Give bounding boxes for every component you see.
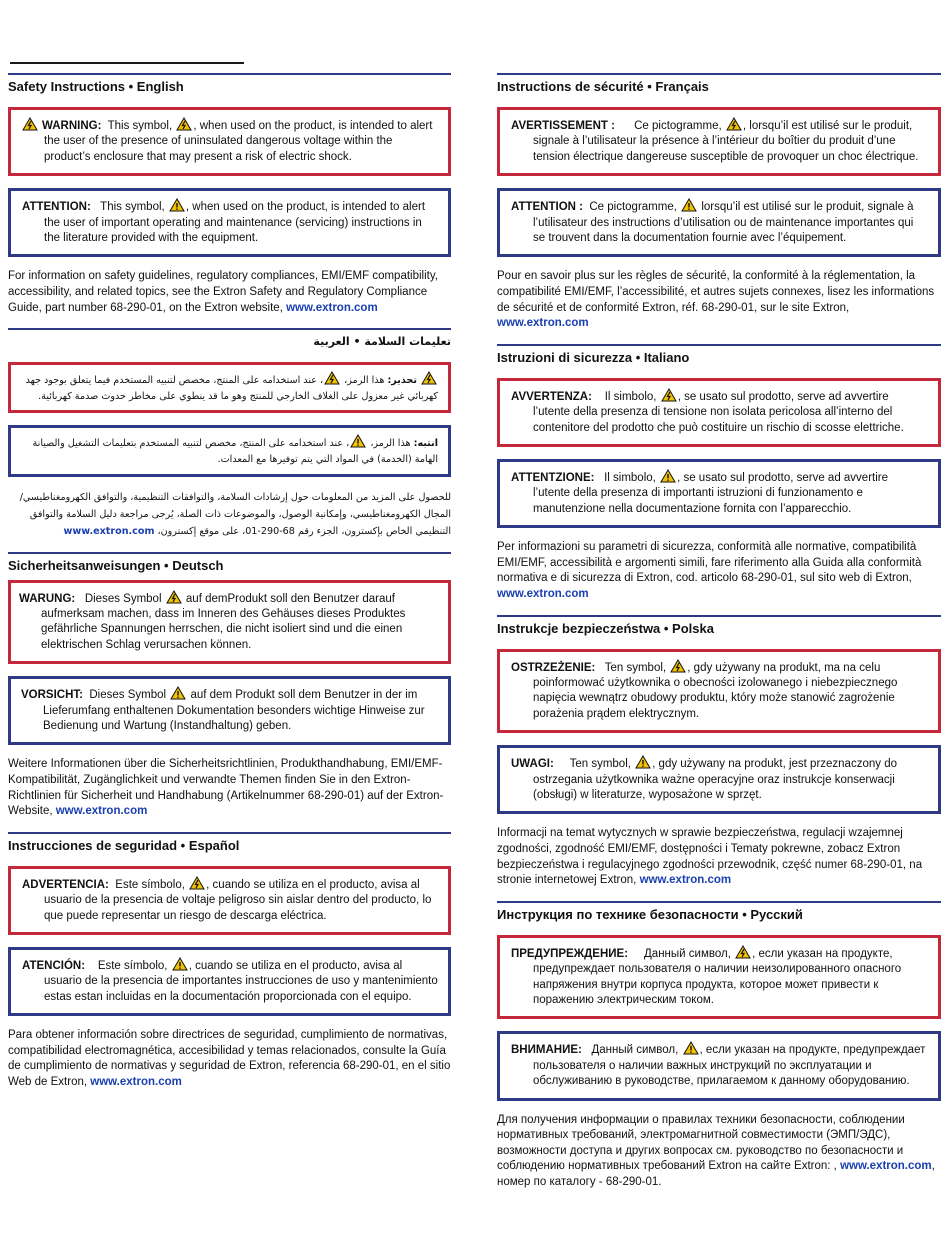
warning-triangle-icon bbox=[170, 686, 186, 700]
warning-label: تحذير: bbox=[387, 375, 417, 387]
info-paragraph-fr bbox=[497, 269, 941, 331]
attention-label: ATTENTZIONE: bbox=[511, 472, 595, 485]
attention-box-ru bbox=[497, 1031, 941, 1100]
warning-label: ADVERTENCIA: bbox=[22, 878, 109, 891]
info-paragraph-es bbox=[8, 1028, 451, 1090]
section-title-pl: Instrukcje bezpieczeństwa • Polska bbox=[497, 620, 714, 636]
attention-text-post: auf dem Produkt soll dem Benutzer in der im Lieferumfang enthaltenen Dokumentation besonders wichtige Hinweise zur Bedienung und Wartung (Instandhaltung) geben. bbox=[43, 689, 425, 733]
attention-text-post: , cuando se utiliza en el producto, avisa al usuario de la presencia de importantes instrucciones de uso y mantenimiento estas estan incluidas en la documentación proporcionada con el equipo. bbox=[44, 960, 438, 1003]
warning-label: WARUNG: bbox=[19, 592, 76, 605]
info-text: Para obtener información sobre directrices de seguridad, cumplimiento de normativas, compatibilidad electromagnética, accesibilidad y temas relacionados, consulte la Guía de cumplimiento de normativas y seguridad de Extron, referencia 68-290-01, en el sitio Web de Extron, bbox=[8, 1029, 451, 1089]
warning-text-pre: Il simbolo, bbox=[604, 390, 657, 403]
warning-label: OSTRZEŻENIE: bbox=[511, 661, 596, 674]
info-text: Informacji na temat wytycznych w sprawie bezpieczeństwa, regulacji wzajemnej zgodności, zgodność EMI/EMF, dostępności i Tematy pokrewne, zobacz Extron bezpieczeństwa i regulacyjnego zgodności przewodnik, część numer 68-290-01, na stronie internetowej Extron, bbox=[497, 827, 923, 887]
attention-box-pl bbox=[497, 745, 941, 814]
info-text: Pour en savoir plus sur les règles de sécurité, la conformité à la réglementation, la compatibilité EMI/EMF, l’accessibilité, et autres sujets connexes, lisez les informations de sécurité et de conformité Extron, réf. 68-290-01, sur le site Extron, bbox=[497, 270, 935, 314]
attention-label: انتبه: bbox=[413, 438, 438, 450]
attention-text-pre: Este símbolo, bbox=[97, 960, 168, 973]
warning-triangle-icon bbox=[670, 659, 686, 673]
attention-text-pre: Dieses Symbol bbox=[89, 689, 167, 702]
right-column bbox=[497, 73, 941, 1203]
warning-text-pre: Ce pictogramme, bbox=[634, 120, 722, 132]
warning-triangle-icon bbox=[635, 755, 651, 769]
section-rule bbox=[497, 344, 941, 346]
attention-box-es bbox=[8, 947, 451, 1016]
attention-label: ATTENTION : bbox=[511, 201, 583, 214]
warning-text-pre: Данный символ, bbox=[644, 947, 731, 960]
info-text: Weitere Informationen über die Sicherheitsrichtlinien, Produkthandhabung, EMI/EMF-Kompatibilität, Zugänglichkeit und verwandte Themen finden Sie in den Extron-Richtlinien für Sicherheit und Handhabung (Artikelnummer 68-290-01) auf der Extron-Website, bbox=[8, 758, 444, 818]
warning-triangle-icon bbox=[726, 117, 742, 131]
warning-text-pre: هذا الرمز، bbox=[344, 375, 385, 387]
warning-text-post: , lorsqu’il est utilisé sur le produit, signale à l’utilisateur la présence à l’intérieur du boîtier du produit d’une tension électrique dangereuse susceptible de provoquer un choc électrique. bbox=[533, 120, 919, 163]
warning-text-post: auf demProdukt soll den Benutzer darauf aufmerksam machen, dass im Inneren des Gehäuses dieses Produktes gefährliche Spannungen herrschen, die nicht isoliert sind und die einen elektrischen Schlag verursachen können. bbox=[41, 592, 406, 651]
warning-text-post: , se usato sul prodotto, serve ad avvertire l’utente della presenza di tensione non isolata pericolosa all’interno del contenitore del prodotto che può costituire un rischio di scosse elettriche. bbox=[533, 390, 904, 434]
warning-box-fr bbox=[497, 107, 941, 176]
warning-triangle-icon bbox=[166, 590, 182, 604]
warning-triangle-icon bbox=[681, 198, 697, 212]
attention-box-ar bbox=[8, 425, 451, 476]
warning-triangle-icon bbox=[683, 1041, 699, 1055]
extron-link[interactable]: www.extron.com bbox=[63, 525, 155, 537]
section-rule bbox=[497, 615, 941, 617]
info-text-tail: , номер по каталогу - 68-290-01. bbox=[497, 1160, 935, 1189]
top-rule bbox=[10, 62, 244, 64]
section-title-it: Istruzioni di sicurezza • Italiano bbox=[497, 349, 690, 365]
info-text: Для получения информации о правилах техники безопасности, соблюдении нормативных требований, электромагнитной совместимости (ЭМП/ЭДС), возможности доступа и других вопросах см. руководство по безопасности и соблюдению нормативных требований Extron на сайте Extron: , bbox=[497, 1113, 905, 1173]
warning-label: WARNING: bbox=[42, 120, 102, 132]
warning-label: AVVERTENZA: bbox=[511, 390, 592, 403]
warning-label: ПРЕДУПРЕЖДЕНИЕ: bbox=[511, 947, 629, 960]
extron-link[interactable]: www.extron.com bbox=[497, 317, 589, 330]
attention-label: ВНИМАНИЕ: bbox=[511, 1044, 582, 1057]
warning-box-it bbox=[497, 378, 941, 447]
attention-box-en bbox=[8, 188, 451, 257]
attention-text-pre: This symbol, bbox=[100, 201, 165, 214]
left-column bbox=[8, 73, 451, 1103]
attention-text-pre: Данный символ, bbox=[591, 1044, 679, 1057]
warning-box-pl bbox=[497, 649, 941, 734]
warning-triangle-icon bbox=[22, 117, 38, 131]
extron-link[interactable]: www.extron.com bbox=[90, 1076, 182, 1089]
section-title-ru: Инструкция по технике безопасности • Русский bbox=[497, 906, 803, 922]
warning-text-post: , cuando se utiliza en el producto, avisa al usuario de la presencia de voltaje peligroso sin aislar dentro del producto, lo que puede representar un riesgo de descarga eléctrica. bbox=[44, 878, 432, 922]
warning-text-post: ، عند استخدامه على المنتج، مخصص لتنبيه المستخدم فيما يتعلق بوجود جهد كهربائي غير معزول على الغلاف الخارجي للمنتج وهو ما قد ينطوي على مخاطر حدوث صدمة كهربائية. bbox=[25, 375, 438, 402]
section-rule bbox=[8, 73, 451, 75]
section-rule bbox=[497, 73, 941, 75]
warning-triangle-icon bbox=[350, 434, 366, 448]
warning-box-ar bbox=[8, 362, 451, 413]
warning-text-post: , when used on the product, is intended to alert the user of the presence of uninsulated dangerous voltage within the product’s enclosure that may present a risk of electric shock. bbox=[44, 120, 433, 163]
warning-text-post: , gdy używany na produkt, ma na celu poinformować użytkownika o obecności izolowanego i niebezpiecznego napięcia wewnątrz obudowy produktu, który może stanowić zagrożenie porażenia prądem elektrycznym. bbox=[533, 661, 898, 720]
warning-triangle-icon bbox=[189, 876, 205, 890]
section-title-en: Safety Instructions • English bbox=[8, 79, 184, 94]
info-text: For information on safety guidelines, regulatory compliances, EMI/EMF compatibility, accessibility, and related topics, see the Extron Safety and Regulatory Compliance Guide, part number 68-290-01, on the Extron website, bbox=[8, 270, 438, 314]
attention-text-post: , se usato sul prodotto, serve ad avvertire l’utente della presenza di importanti istruzioni di funzionamento e manutenzione nella documentazione fornita con l’apparecchio. bbox=[533, 472, 889, 515]
warning-label: AVERTISSEMENT : bbox=[511, 120, 615, 132]
extron-link[interactable]: www.extron.com bbox=[286, 301, 378, 314]
attention-box-fr bbox=[497, 188, 941, 257]
warning-triangle-icon bbox=[324, 371, 340, 385]
section-rule bbox=[8, 552, 451, 554]
info-paragraph-de bbox=[8, 757, 451, 819]
attention-text-post: lorsqu’il est utilisé sur le produit, signale à l’utilisateur des instructions d’utilisation ou de maintenance importantes qui se trouvent dans la documentation fournie avec l’équipement. bbox=[533, 201, 914, 245]
warning-text-pre: Ten symbol, bbox=[604, 661, 667, 674]
extron-link[interactable]: www.extron.com bbox=[639, 874, 732, 887]
info-paragraph-it bbox=[497, 540, 941, 602]
warning-triangle-icon bbox=[735, 945, 751, 959]
attention-label: ATTENTION: bbox=[22, 201, 91, 214]
section-rule bbox=[497, 901, 941, 903]
warning-text-pre: Dieses Symbol bbox=[84, 592, 162, 605]
warning-triangle-icon bbox=[172, 957, 188, 971]
attention-text-post: , when used on the product, is intended to alert the user of important operating and maintenance (servicing) instructions in the literature provided with the equipment. bbox=[44, 201, 426, 245]
extron-link[interactable]: www.extron.com bbox=[840, 1160, 932, 1173]
warning-text-post: , если указан на продукте, предупреждает пользователя о наличии неизолированного опасного напряжения внутри корпуса продукта, которое может привести к поражению электрическим током. bbox=[533, 947, 902, 1007]
warning-triangle-icon bbox=[421, 371, 437, 385]
attention-text-post: , если указан на продукте, предупреждает пользователя о наличии важных инструкций по эксплуатации и обслуживанию в руководстве, прилагаемом к данному оборудованию. bbox=[533, 1044, 926, 1088]
warning-box-ru bbox=[497, 935, 941, 1020]
warning-triangle-icon bbox=[169, 198, 185, 212]
attention-text-pre: Ce pictogramme, bbox=[589, 201, 677, 214]
attention-label: VORSICHT: bbox=[21, 689, 83, 702]
info-paragraph-en bbox=[8, 269, 451, 316]
attention-box-it bbox=[497, 459, 941, 528]
attention-label: UWAGI: bbox=[511, 758, 554, 771]
warning-triangle-icon bbox=[660, 469, 676, 483]
info-paragraph-ar bbox=[8, 489, 451, 540]
attention-box-de bbox=[8, 676, 451, 745]
info-paragraph-ru bbox=[497, 1113, 941, 1191]
attention-label: ATENCIÓN: bbox=[22, 960, 86, 973]
warning-box-en bbox=[8, 107, 451, 176]
attention-text-pre: Il simbolo, bbox=[604, 472, 656, 485]
section-title-fr: Instructions de sécurité • Français bbox=[497, 79, 709, 94]
attention-text-post: , gdy używany na produkt, jest przeznaczony do ostrzegania użytkownika ważne operacyjne oraz instrukcje konserwacji (obsługi) w literaturze, wyposażone w sprzęt. bbox=[533, 758, 897, 802]
section-title-es: Instrucciones de seguridad • Español bbox=[8, 837, 240, 853]
extron-link[interactable]: www.extron.com bbox=[497, 588, 589, 601]
info-paragraph-pl bbox=[497, 826, 941, 888]
section-title-de: Sicherheitsanweisungen • Deutsch bbox=[8, 557, 224, 573]
section-rule bbox=[8, 832, 451, 834]
extron-link[interactable]: www.extron.com bbox=[55, 805, 148, 818]
attention-text-pre: Ten symbol, bbox=[569, 758, 631, 771]
warning-triangle-icon bbox=[176, 117, 192, 131]
attention-text-pre: هذا الرمز، bbox=[370, 438, 411, 450]
warning-triangle-icon bbox=[661, 388, 677, 402]
info-text: للحصول على المزيد من المعلومات حول إرشادات السلامة، والتوافقات التنظيمية، والتوافق الكهرومغناطيسي/المجال الكهرومغناطيسي، وإمكانية الوصول، والموضوعات ذات الصلة، يُرجى مراجعة دليل السلامة والتوافق التنظيمي الخاص بإكسترون، الجزء رقم 68-290-01، على موقع إكسترون، bbox=[19, 491, 451, 537]
warning-box-de bbox=[8, 580, 451, 665]
warning-text-pre: This symbol, bbox=[107, 120, 173, 132]
warning-box-es bbox=[8, 866, 451, 935]
warning-text-pre: Este símbolo, bbox=[115, 878, 185, 891]
section-rule bbox=[8, 328, 451, 330]
attention-text-post: ، عند استخدامه على المنتج، مخصص لتنبيه المستخدم بتعليمات التشغيل والصيانة الهامة (الخدمة) في المواد التي يتم توفيرها مع المعدات. bbox=[32, 438, 438, 465]
info-text: Per informazioni su parametri di sicurezza, conformità alle normative, compatibilità EMI/EMF, accessibilità e argomenti simili, fare riferimento alla Guida alla conformità normativa e di sicurezza di Extron, cod. articolo 68-290-01, sul sito web di Extron, bbox=[497, 541, 922, 585]
section-title-ar: تعليمات السلامة • العربية bbox=[313, 335, 451, 349]
